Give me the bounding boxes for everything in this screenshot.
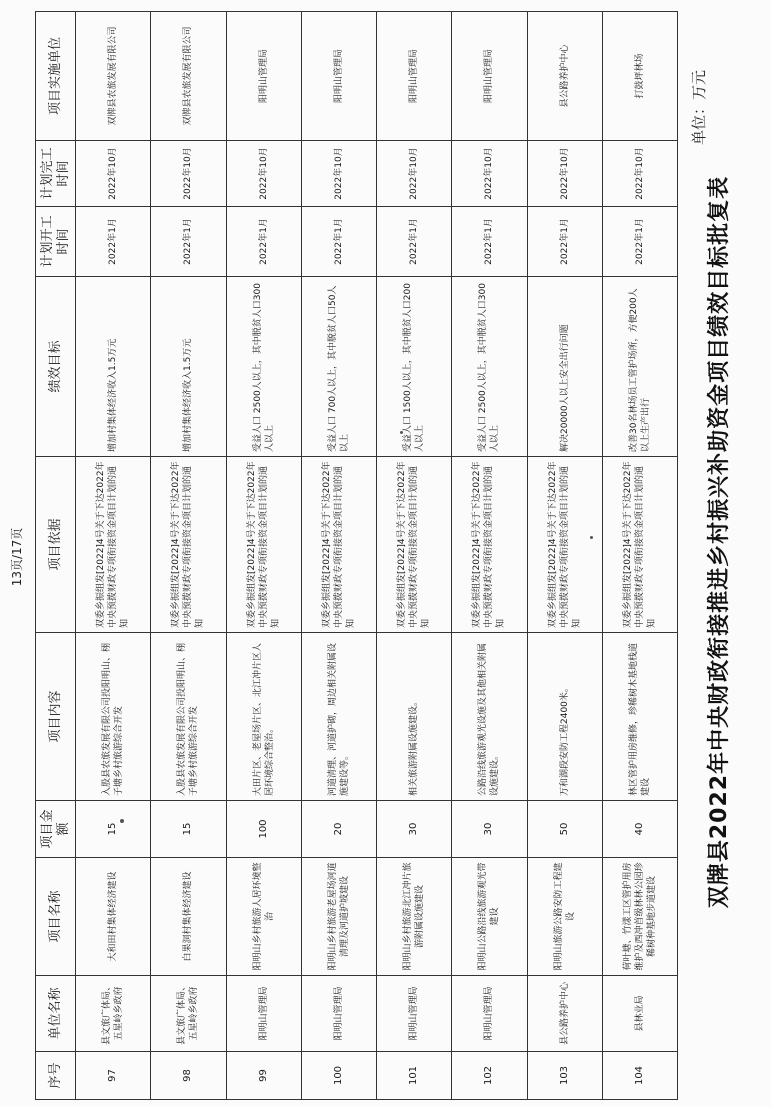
table-row	[377, 12, 452, 1100]
header-cell: 项目依据	[36, 457, 76, 633]
table-row	[527, 12, 602, 1100]
implementing-unit-cell: 阳明山管理局	[452, 12, 527, 141]
implementing-unit-cell: 双牌县农旅发展有限公司	[151, 12, 226, 141]
implementing-unit-cell: 阳明山管理局	[301, 12, 376, 141]
project-basis-cell: 双委乡振组发[2022]4号关于下达2022年中央预拨财政专项衔接资金项目计划的通知	[151, 457, 226, 633]
project-amount-cell: 100	[226, 801, 301, 858]
table-row	[151, 12, 226, 1100]
project-basis-cell: 双委乡振组发[2022]4号关于下达2022年中央预拨财政专项衔接资金项目计划的通知	[226, 457, 301, 633]
header-cell: 单位名称	[36, 976, 76, 1052]
unit-name-cell: 阳明山管理局	[377, 976, 452, 1052]
performance-target-cell: 受益人口 2500人以上，其中脱贫人口300人以上	[226, 277, 301, 457]
project-amount-cell: 30	[452, 801, 527, 858]
unit-name-cell: 县林业局	[602, 976, 677, 1052]
scan-dot	[590, 536, 593, 539]
project-basis-cell: 双委乡振组发[2022]4号关于下达2022年中央预拨财政专项衔接资金项目计划的通知	[301, 457, 376, 633]
project-amount-cell: 15	[151, 801, 226, 858]
planned-end-cell: 2022年10月	[602, 141, 677, 207]
project-content-cell: 公路沿线旅游观光设施及其他相关附属设施建设。	[452, 633, 527, 801]
planned-start-cell: 2022年1月	[226, 207, 301, 277]
page-number: 13页/17页	[10, 527, 24, 587]
project-amount-cell: 50	[527, 801, 602, 858]
project-amount-cell: 30	[377, 801, 452, 858]
project-basis-cell: 双委乡振组发[2022]4号关于下达2022年中央预拨财政专项衔接资金项目计划的通知	[527, 457, 602, 633]
planned-end-cell: 2022年10月	[527, 141, 602, 207]
project-content-cell: 大田片区、老屋场片区、北江冲片区人居环境综合整治。	[226, 633, 301, 801]
project-name-cell: 阳明山旅游公路安防工程建设	[527, 858, 602, 976]
project-content-cell: 万和湖段安防工程2400米。	[527, 633, 602, 801]
project-name-cell: 阳明山乡村旅游北江冲片旅游附属设施建设	[377, 858, 452, 976]
table-row	[452, 12, 527, 1100]
row-number-cell: 101	[377, 1052, 452, 1100]
unit-name-cell: 县文旅广体局、五星岭乡政府	[76, 976, 151, 1052]
performance-target-cell: 受益人口 2500人以上，其中脱贫人口300人以上	[452, 277, 527, 457]
unit-name-cell: 阳明山管理局	[452, 976, 527, 1052]
planned-start-cell: 2022年1月	[151, 207, 226, 277]
scan-dot	[400, 431, 403, 434]
performance-target-cell: 增加村集体经济收入1.5万元	[76, 277, 151, 457]
row-number-cell: 97	[76, 1052, 151, 1100]
implementing-unit-cell: 阳明山管理局	[377, 12, 452, 141]
unit-name-cell: 阳明山管理局	[301, 976, 376, 1052]
planned-end-cell: 2022年10月	[226, 141, 301, 207]
unit-name-cell: 县公路养护中心	[527, 976, 602, 1052]
planned-start-cell: 2022年1月	[452, 207, 527, 277]
project-basis-cell: 双委乡振组发[2022]4号关于下达2022年中央预拨财政专项衔接资金项目计划的通知	[602, 457, 677, 633]
performance-target-cell: 受益人口 1500人以上，其中脱贫人口200人以上	[377, 277, 452, 457]
project-basis-cell: 双委乡振组发[2022]4号关于下达2022年中央预拨财政专项衔接资金项目计划的通知	[377, 457, 452, 633]
project-amount-cell: 15	[76, 801, 151, 858]
project-name-cell: 荷叶塘、竹漾工区管护用房维护及西冲首级林林公园珍稀树种基地步道建设	[602, 858, 677, 976]
row-number-cell: 98	[151, 1052, 226, 1100]
project-basis-cell: 双委乡振组发[2022]4号关于下达2022年中央预拨财政专项衔接资金项目计划的通知	[76, 457, 151, 633]
planned-start-cell: 2022年1月	[527, 207, 602, 277]
implementing-unit-cell: 双牌县农旅发展有限公司	[76, 12, 151, 141]
table-row	[602, 12, 677, 1100]
planned-start-cell: 2022年1月	[602, 207, 677, 277]
implementing-unit-cell: 县公路养护中心	[527, 12, 602, 141]
implementing-unit-cell: 阳明山管理局	[226, 12, 301, 141]
scan-dot	[120, 819, 124, 823]
header-cell: 项目实施单位	[36, 12, 76, 141]
header-cell: 项目金额	[36, 801, 76, 858]
header-cell: 计划完工时间	[36, 141, 76, 207]
table-row	[226, 12, 301, 1100]
planned-end-cell: 2022年10月	[452, 141, 527, 207]
unit-label: 单位：万元	[690, 69, 708, 145]
planned-start-cell: 2022年1月	[301, 207, 376, 277]
project-name-cell: 阳明山乡村旅游老屋场河道清理及河道护坡建设	[301, 858, 376, 976]
implementing-unit-cell: 打鼓坪林场	[602, 12, 677, 141]
performance-target-cell: 改善30名林场员工管护场所，方便200人以上生产出行	[602, 277, 677, 457]
project-amount-cell: 20	[301, 801, 376, 858]
row-number-cell: 103	[527, 1052, 602, 1100]
project-content-cell: 相关旅游附属设施建设。	[377, 633, 452, 801]
header-cell: 项目内容	[36, 633, 76, 801]
project-content-cell: 林区管护用房维修，珍稀树木基地栈道建设	[602, 633, 677, 801]
planned-end-cell: 2022年10月	[151, 141, 226, 207]
project-name-cell: 白果洞村集体经济建设	[151, 858, 226, 976]
performance-target-cell: 增加村集体经济收入1.5万元	[151, 277, 226, 457]
row-number-cell: 104	[602, 1052, 677, 1100]
project-name-cell: 阳明山乡村旅游人居环境整治	[226, 858, 301, 976]
project-content-cell: 入股县农旅发展有限公司投阳明山、栩子塘乡村旅游综合开发	[76, 633, 151, 801]
table-header-row	[36, 12, 76, 1100]
budget-table	[35, 11, 678, 1100]
planned-end-cell: 2022年10月	[76, 141, 151, 207]
header-cell: 项目名称	[36, 858, 76, 976]
project-amount-cell: 40	[602, 801, 677, 858]
table-row	[301, 12, 376, 1100]
planned-start-cell: 2022年1月	[76, 207, 151, 277]
project-basis-cell: 双委乡振组发[2022]4号关于下达2022年中央预拨财政专项衔接资金项目计划的通知	[452, 457, 527, 633]
planned-end-cell: 2022年10月	[301, 141, 376, 207]
project-content-cell: 入股县农旅发展有限公司投阳明山、栩子塘乡村旅游综合开发	[151, 633, 226, 801]
header-cell: 绩效目标	[36, 277, 76, 457]
project-name-cell: 阳明山公路沿线旅游观光带建设	[452, 858, 527, 976]
performance-target-cell: 解决20000人以上安全出行问题	[527, 277, 602, 457]
planned-start-cell: 2022年1月	[377, 207, 452, 277]
header-cell: 计划开工时间	[36, 207, 76, 277]
project-name-cell: 大和田村集体经济建设	[76, 858, 151, 976]
row-number-cell: 99	[226, 1052, 301, 1100]
document-title: 双牌县2022年中央财政衔接推进乡村振兴补助资金项目绩效目标批复表	[707, 175, 732, 909]
unit-name-cell: 阳明山管理局	[226, 976, 301, 1052]
row-number-cell: 100	[301, 1052, 376, 1100]
performance-target-cell: 受益人口 700人以上，其中脱贫人口50人以上	[301, 277, 376, 457]
header-cell: 序号	[36, 1052, 76, 1100]
table-row	[76, 12, 151, 1100]
planned-end-cell: 2022年10月	[377, 141, 452, 207]
row-number-cell: 102	[452, 1052, 527, 1100]
unit-name-cell: 县文旅广体局、五星岭乡政府	[151, 976, 226, 1052]
project-content-cell: 河道清理、河道护砌，周边相关附属设施建设等。	[301, 633, 376, 801]
